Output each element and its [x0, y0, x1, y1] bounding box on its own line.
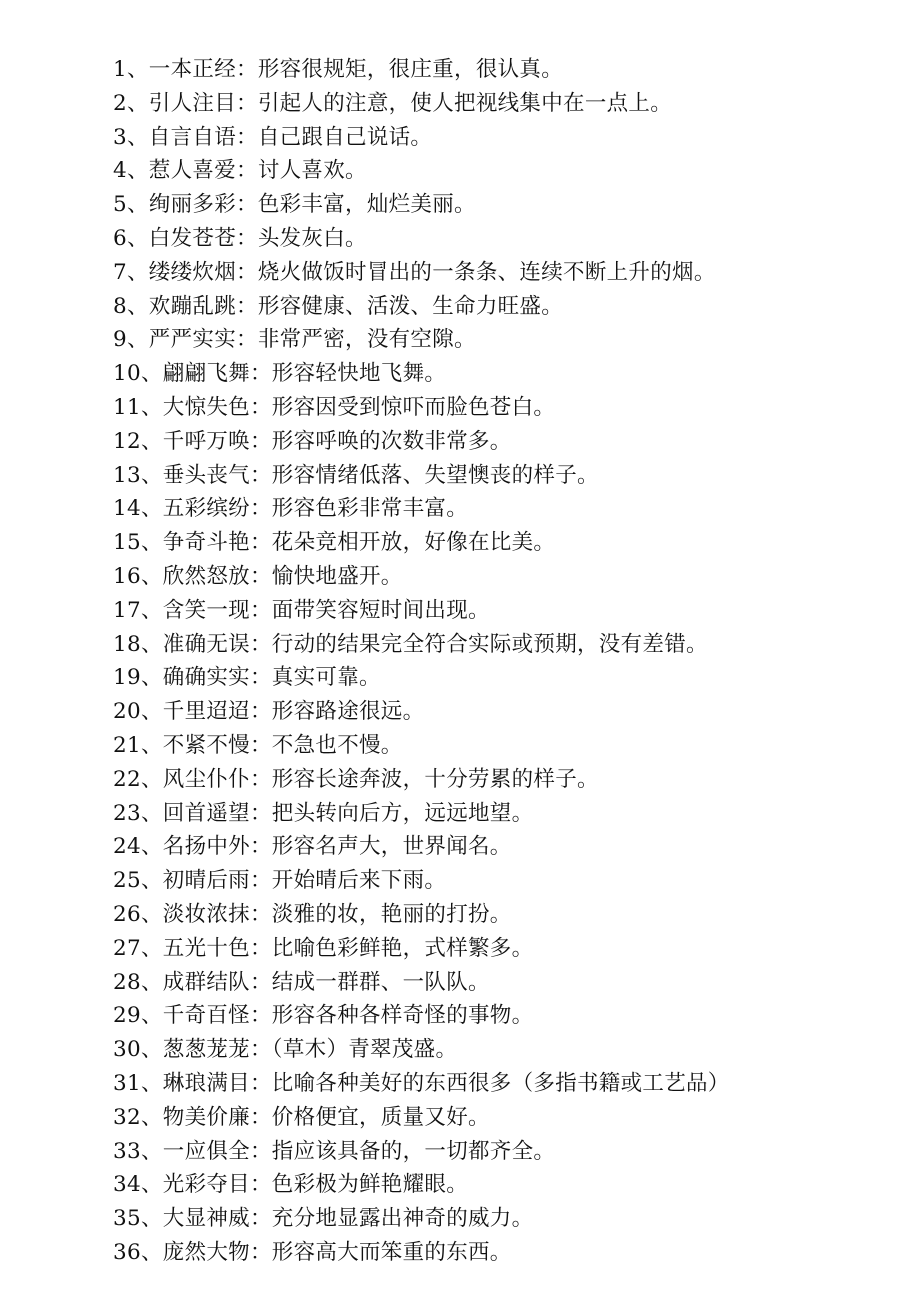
idiom-definition: 引起人的注意，使人把视线集中在一点上。: [257, 90, 673, 116]
entry-colon: ：: [249, 530, 272, 556]
entry-number: 32: [113, 1104, 141, 1130]
entry-number: 14: [113, 496, 141, 522]
entry-colon: ：: [236, 225, 258, 251]
idiom-definition: 形容长途奔波，十分劳累的样子。: [271, 766, 599, 792]
idiom-term: 回首遥望: [162, 800, 250, 826]
idiom-definition: （草木）青翠茂盛。: [271, 1037, 458, 1063]
idiom-definition: 把头转向后方，远远地望。: [271, 800, 534, 826]
idiom-term: 白发苍苍: [148, 225, 236, 251]
list-item: [113, 1168, 903, 1202]
entry-separator: 、: [140, 496, 163, 522]
list-item: [113, 492, 903, 526]
idiom-term: 翩翩飞舞: [162, 361, 250, 387]
entry-separator: 、: [140, 969, 163, 995]
entry-colon: ：: [236, 124, 258, 150]
idiom-term: 准确无误: [162, 631, 250, 657]
entry-separator: 、: [140, 665, 163, 691]
entry-separator: 、: [140, 1003, 163, 1029]
list-item: [113, 864, 903, 898]
idiom-definition: 面带笑容短时间出现。: [271, 597, 490, 623]
entry-separator: 、: [140, 732, 163, 758]
entry-separator: 、: [126, 192, 149, 218]
idiom-term: 自言自语: [148, 124, 236, 150]
entry-number: 34: [113, 1172, 141, 1198]
entry-separator: 、: [140, 530, 163, 556]
list-item: [113, 763, 903, 797]
list-item: [113, 121, 903, 155]
entry-colon: ：: [249, 868, 272, 894]
idiom-definition: 形容情绪低落、失望懊丧的样子。: [271, 462, 599, 488]
idiom-definition: 讨人喜欢。: [257, 158, 367, 184]
idiom-term: 光彩夺目: [162, 1172, 250, 1198]
entry-colon: ：: [249, 462, 272, 488]
list-item: [113, 87, 903, 121]
entry-number: 23: [113, 800, 141, 826]
entry-number: 15: [113, 530, 141, 556]
idiom-definition: 形容轻快地飞舞。: [271, 361, 447, 387]
entry-separator: 、: [140, 1138, 163, 1164]
entry-separator: 、: [140, 361, 163, 387]
idiom-term: 成群结队: [162, 969, 250, 995]
entry-colon: ：: [249, 834, 272, 860]
entry-number: 6: [113, 225, 127, 251]
entry-number: 35: [113, 1206, 141, 1232]
idiom-term: 一应俱全: [162, 1138, 250, 1164]
idiom-definition: 形容呼唤的次数非常多。: [271, 428, 512, 454]
entry-separator: 、: [140, 1206, 163, 1232]
list-item: [113, 661, 903, 695]
entry-colon: ：: [249, 1104, 272, 1130]
entry-colon: ：: [249, 665, 272, 691]
list-item: [113, 797, 903, 831]
entry-number: 21: [113, 732, 141, 758]
idiom-definition: 形容高大而笨重的东西。: [271, 1239, 512, 1265]
list-item: [113, 729, 903, 763]
idiom-term: 五光十色: [162, 935, 250, 961]
list-item: [113, 1236, 903, 1270]
entry-colon: ：: [236, 57, 258, 82]
idiom-definition: 形容健康、活泼、生命力旺盛。: [257, 293, 564, 319]
entry-number: 12: [113, 428, 141, 454]
list-item: [113, 1033, 903, 1067]
entry-colon: ：: [236, 327, 258, 353]
idiom-term: 垂头丧气: [162, 462, 250, 488]
entry-colon: ：: [249, 732, 272, 758]
entry-colon: ：: [249, 1070, 272, 1096]
entry-colon: ：: [236, 158, 258, 184]
entry-colon: ：: [249, 1206, 272, 1232]
entry-separator: 、: [126, 259, 149, 285]
entry-colon: ：: [249, 935, 272, 961]
entry-colon: ：: [249, 1239, 272, 1265]
entry-separator: 、: [140, 834, 163, 860]
list-item: [113, 1202, 903, 1236]
idiom-term: 物美价廉: [162, 1104, 250, 1130]
entry-colon: ：: [249, 1037, 272, 1063]
idiom-term: 淡妆浓抹: [162, 901, 250, 927]
list-item: [113, 425, 903, 459]
entry-number: 8: [113, 293, 127, 319]
entry-number: 1: [113, 57, 127, 82]
entry-separator: 、: [140, 868, 163, 894]
idiom-term: 大惊失色: [162, 394, 250, 420]
idiom-term: 一本正经: [148, 57, 236, 82]
entry-number: 17: [113, 597, 141, 623]
list-item: [113, 188, 903, 222]
list-item: [113, 290, 903, 324]
entry-number: 7: [113, 259, 127, 285]
list-item: [113, 932, 903, 966]
idiom-term: 千呼万唤: [162, 428, 250, 454]
idiom-term: 绚丽多彩: [148, 192, 236, 218]
entry-separator: 、: [126, 327, 149, 353]
entry-number: 30: [113, 1037, 141, 1063]
entry-number: 18: [113, 631, 141, 657]
entry-number: 33: [113, 1138, 141, 1164]
entry-number: 4: [113, 158, 127, 184]
idiom-definition: 真实可靠。: [271, 665, 381, 691]
list-item: [113, 966, 903, 1000]
idiom-definition: 愉快地盛开。: [271, 563, 403, 589]
idiom-definition: 形容因受到惊吓而脸色苍白。: [271, 394, 556, 420]
list-item: [113, 459, 903, 493]
list-item: [113, 695, 903, 729]
entry-separator: 、: [140, 935, 163, 961]
idiom-definition: 自己跟自己说话。: [257, 124, 433, 150]
entry-number: 3: [113, 124, 127, 150]
idiom-definition: 头发灰白。: [257, 225, 367, 251]
list-item: [113, 1135, 903, 1169]
entry-number: 5: [113, 192, 127, 218]
idiom-definition: 淡雅的妆，艳丽的打扮。: [271, 901, 512, 927]
entry-separator: 、: [140, 462, 163, 488]
list-item: [113, 898, 903, 932]
entry-separator: 、: [126, 158, 149, 184]
idiom-term: 欣然怒放: [162, 563, 250, 589]
idiom-definition: 指应该具备的，一切都齐全。: [271, 1138, 556, 1164]
entry-colon: ：: [236, 192, 258, 218]
entry-separator: 、: [140, 800, 163, 826]
entry-separator: 、: [140, 631, 163, 657]
entry-separator: 、: [140, 766, 163, 792]
idiom-term: 欢蹦乱跳: [148, 293, 236, 319]
list-item: [113, 560, 903, 594]
entry-number: 11: [113, 394, 141, 420]
idiom-term: 葱葱茏茏: [162, 1037, 250, 1063]
entry-separator: 、: [126, 90, 149, 116]
entry-separator: 、: [140, 1070, 163, 1096]
idiom-definition: 非常严密，没有空隙。: [257, 327, 476, 353]
idiom-definition: 形容各种各样奇怪的事物。: [271, 1003, 534, 1029]
entry-number: 2: [113, 90, 127, 116]
entry-colon: ：: [249, 394, 272, 420]
idiom-term: 千奇百怪: [162, 1003, 250, 1029]
entry-colon: ：: [249, 766, 272, 792]
idiom-definition: 形容名声大，世界闻名。: [271, 834, 512, 860]
entry-colon: ：: [249, 496, 272, 522]
list-item: [113, 830, 903, 864]
entry-separator: 、: [140, 563, 163, 589]
list-item: [113, 1067, 903, 1101]
list-item: [113, 628, 903, 662]
entry-separator: 、: [126, 293, 149, 319]
list-item: [113, 526, 903, 560]
idiom-definition: 形容很规矩，很庄重，很认真。: [257, 57, 564, 82]
idiom-term: 确确实实: [162, 665, 250, 691]
entry-number: 13: [113, 462, 141, 488]
entry-separator: 、: [140, 597, 163, 623]
entry-separator: 、: [140, 428, 163, 454]
idiom-term: 严严实实: [148, 327, 236, 353]
idiom-definition: 开始晴后来下雨。: [271, 868, 447, 894]
entry-number: 10: [113, 361, 141, 387]
entry-number: 9: [113, 327, 127, 353]
idiom-definition: 结成一群群、一队队。: [271, 969, 490, 995]
entry-colon: ：: [249, 563, 272, 589]
idiom-definition: 价格便宜，质量又好。: [271, 1104, 490, 1130]
entry-colon: ：: [249, 699, 272, 725]
idiom-term: 缕缕炊烟: [148, 259, 236, 285]
list-item: [113, 999, 903, 1033]
idiom-term: 庞然大物: [162, 1239, 250, 1265]
idiom-definition: 色彩极为鲜艳耀眼。: [271, 1172, 468, 1198]
idiom-definition: 比喻各种美好的东西很多（多指书籍或工艺品）: [271, 1070, 730, 1096]
entry-number: 31: [113, 1070, 141, 1096]
entry-number: 28: [113, 969, 141, 995]
list-item: [113, 1101, 903, 1135]
list-item: [113, 391, 903, 425]
idiom-term: 引人注目: [148, 90, 236, 116]
entry-separator: 、: [140, 1104, 163, 1130]
entry-colon: ：: [249, 1172, 272, 1198]
entry-separator: 、: [126, 225, 149, 251]
entry-colon: ：: [249, 1003, 272, 1029]
idiom-list: [113, 53, 903, 1270]
list-item: [113, 323, 903, 357]
entry-colon: ：: [249, 800, 272, 826]
entry-number: 27: [113, 935, 141, 961]
entry-number: 26: [113, 901, 141, 927]
idiom-definition: 行动的结果完全符合实际或预期，没有差错。: [271, 631, 708, 657]
list-item: [113, 594, 903, 628]
entry-colon: ：: [249, 901, 272, 927]
idiom-definition: 比喻色彩鲜艳，式样繁多。: [271, 935, 534, 961]
idiom-term: 争奇斗艳: [162, 530, 250, 556]
entry-number: 19: [113, 665, 141, 691]
entry-number: 20: [113, 699, 141, 725]
idiom-term: 含笑一现: [162, 597, 250, 623]
idiom-definition: 充分地显露出神奇的威力。: [271, 1206, 534, 1232]
idiom-definition: 形容色彩非常丰富。: [271, 496, 468, 522]
idiom-term: 初晴后雨: [162, 868, 250, 894]
entry-colon: ：: [249, 969, 272, 995]
entry-separator: 、: [140, 1172, 163, 1198]
entry-colon: ：: [236, 293, 258, 319]
idiom-term: 五彩缤纷: [162, 496, 250, 522]
idiom-definition: 花朵竞相开放，好像在比美。: [271, 530, 556, 556]
entry-separator: 、: [140, 901, 163, 927]
entry-colon: ：: [249, 428, 272, 454]
idiom-term: 名扬中外: [162, 834, 250, 860]
entry-separator: 、: [140, 699, 163, 725]
entry-colon: ：: [249, 361, 272, 387]
idiom-definition: 形容路途很远。: [271, 699, 425, 725]
list-item: [113, 53, 903, 87]
entry-colon: ：: [249, 597, 272, 623]
idiom-term: 不紧不慢: [162, 732, 250, 758]
entry-separator: 、: [126, 124, 149, 150]
idiom-term: 琳琅满目: [162, 1070, 250, 1096]
entry-number: 25: [113, 868, 141, 894]
entry-number: 36: [113, 1239, 141, 1265]
idiom-term: 风尘仆仆: [162, 766, 250, 792]
entry-number: 22: [113, 766, 141, 792]
idiom-term: 千里迢迢: [162, 699, 250, 725]
idiom-term: 惹人喜爱: [148, 158, 236, 184]
entry-separator: 、: [140, 394, 163, 420]
idiom-definition: 烧火做饭时冒出的一条条、连续不断上升的烟。: [257, 259, 716, 285]
idiom-definition: 不急也不慢。: [271, 732, 403, 758]
entry-colon: ：: [249, 631, 272, 657]
idiom-definition: 色彩丰富，灿烂美丽。: [257, 192, 476, 218]
entry-colon: ：: [236, 259, 258, 285]
entry-separator: 、: [140, 1239, 163, 1265]
entry-number: 24: [113, 834, 141, 860]
list-item: [113, 357, 903, 391]
idiom-term: 大显神威: [162, 1206, 250, 1232]
entry-separator: 、: [126, 57, 149, 82]
entry-separator: 、: [140, 1037, 163, 1063]
entry-number: 16: [113, 563, 141, 589]
list-item: [113, 154, 903, 188]
entry-colon: ：: [236, 90, 258, 116]
list-item: [113, 256, 903, 290]
entry-number: 29: [113, 1003, 141, 1029]
entry-colon: ：: [249, 1138, 272, 1164]
list-item: [113, 222, 903, 256]
